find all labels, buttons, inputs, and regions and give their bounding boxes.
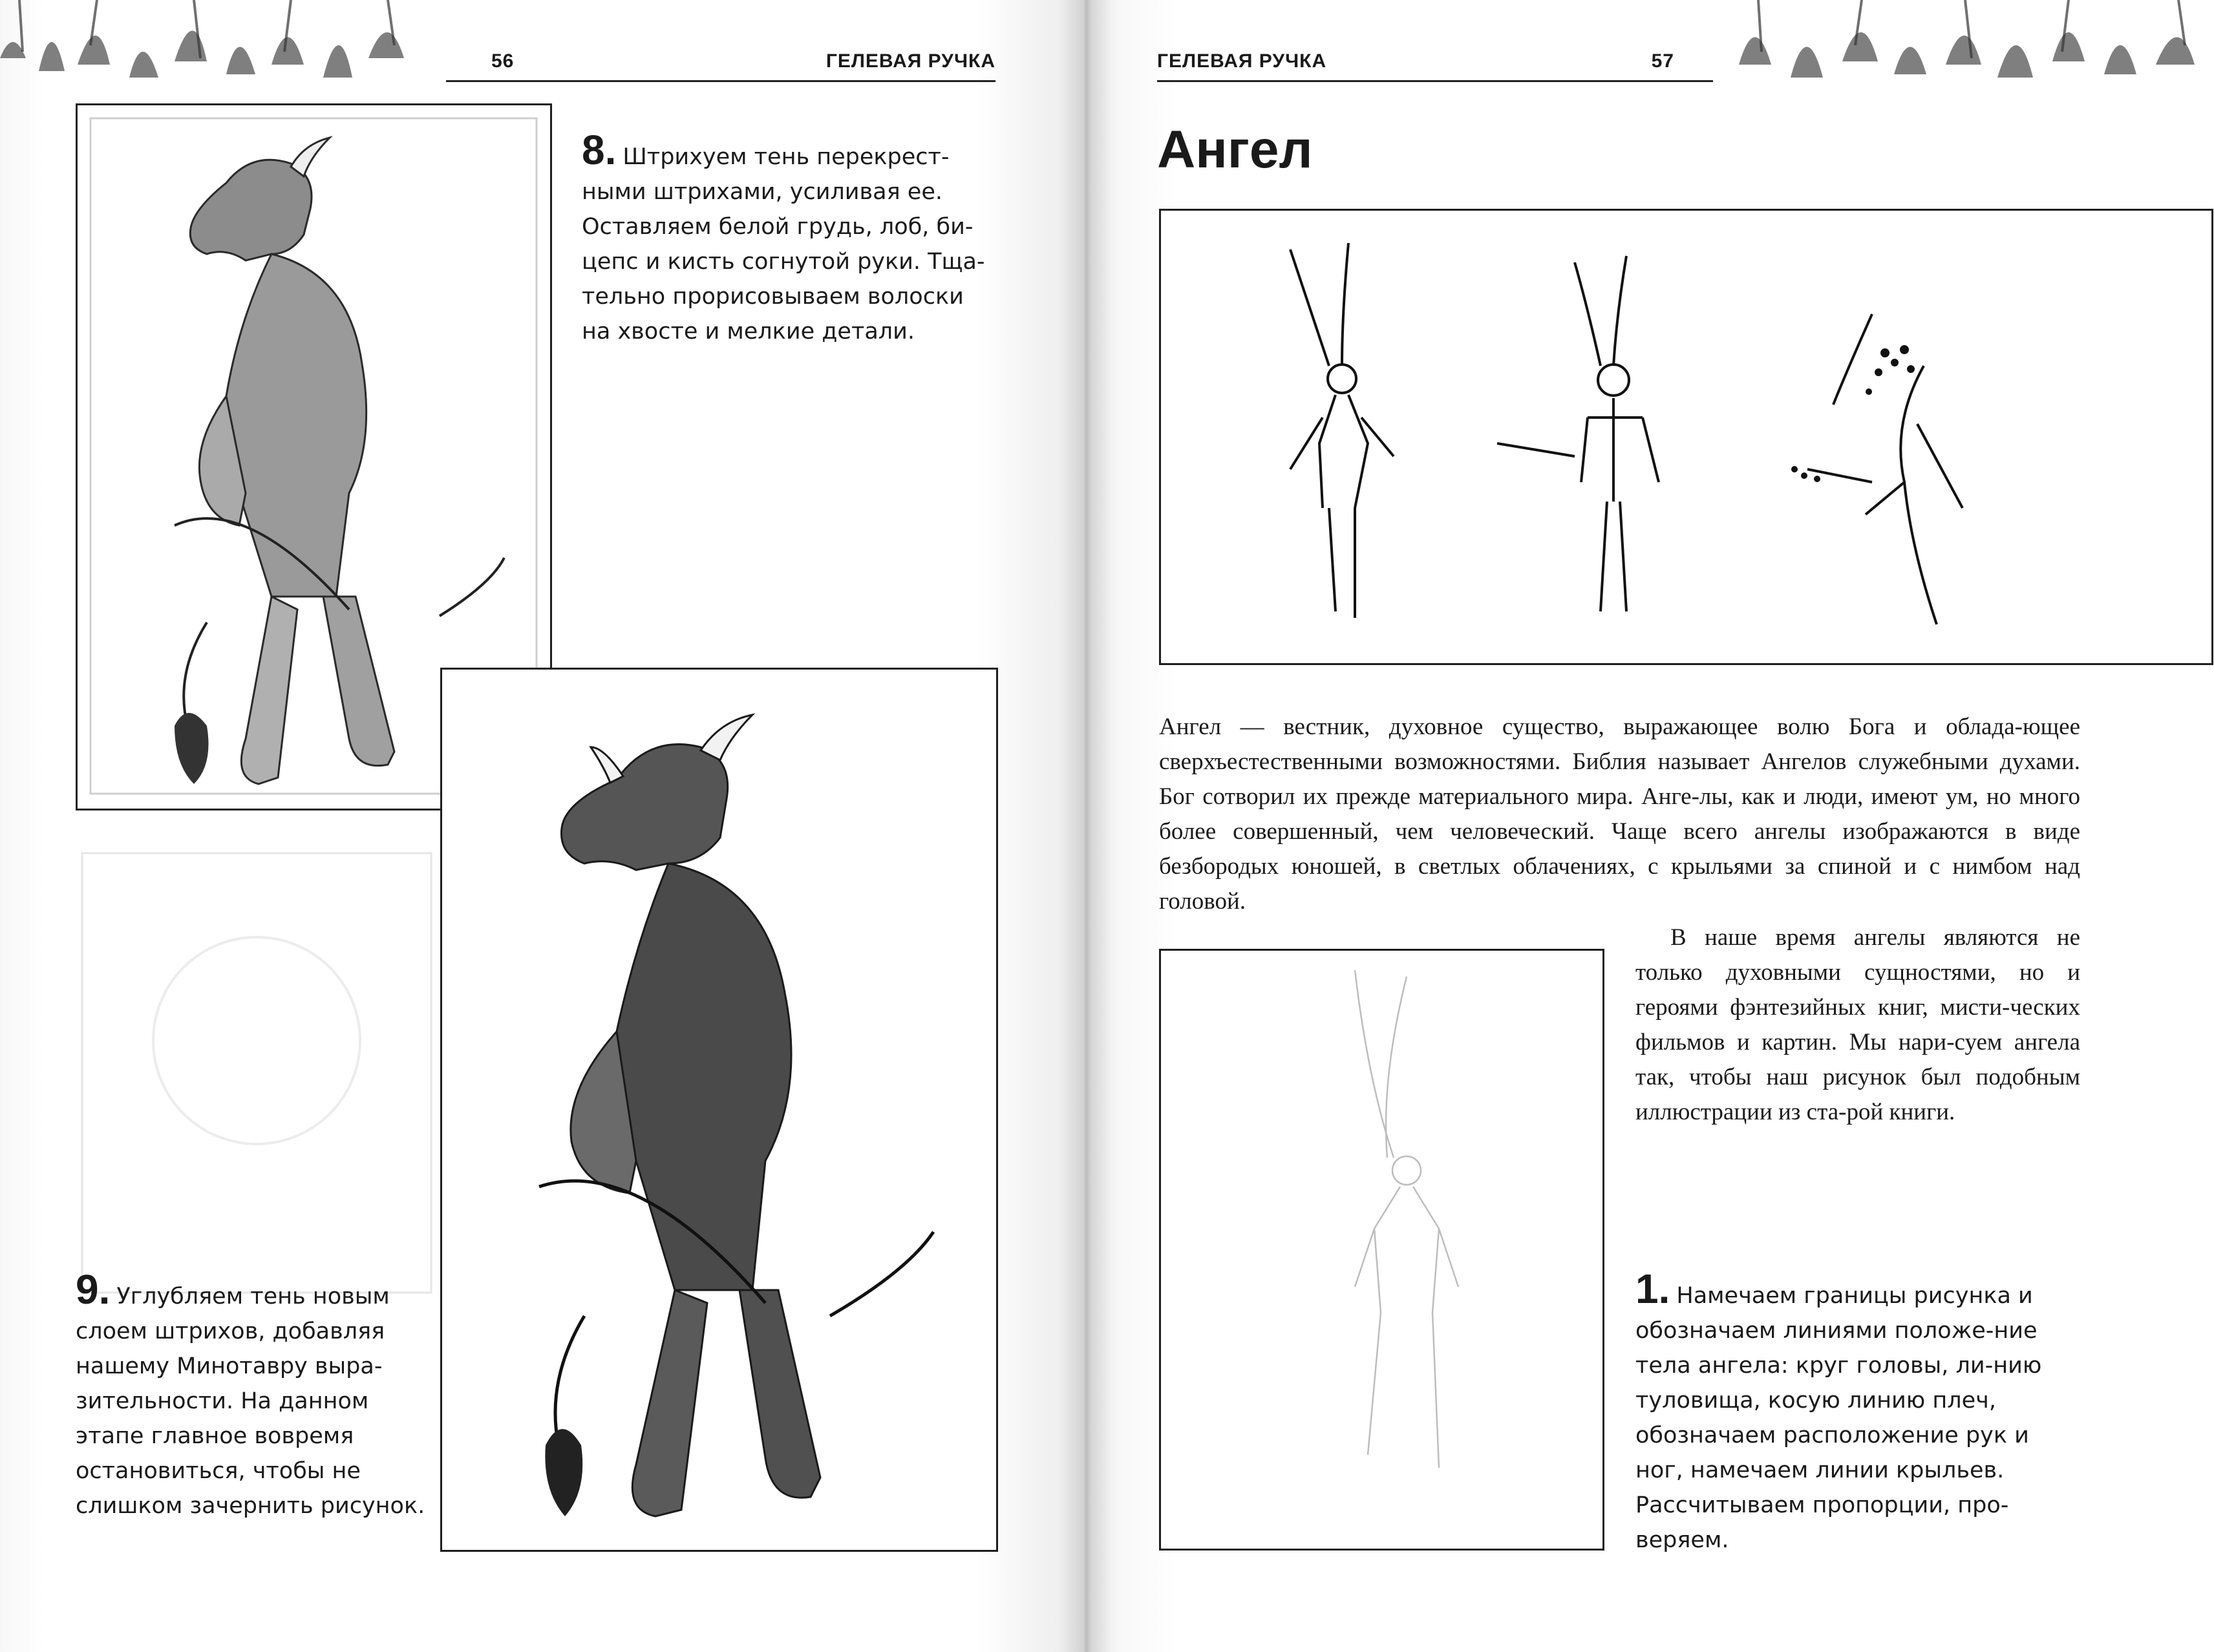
second-paragraph (1635, 920, 2080, 1130)
step-9-number: 9. (76, 1266, 111, 1313)
step-1-text (1635, 1265, 2080, 1558)
running-title: ГЕЛЕВАЯ РУЧКА (825, 50, 995, 72)
intro-paragraph (1159, 710, 2080, 919)
angel-construction-sketches (1159, 209, 2213, 665)
intro-text: Ангел — вестник, духовное существо, выражающее волю Бога и облада-ющее сверхъестественными возможностями. Библия называет Ангелов служебными духами. Бог сотворил их прежде материального мира. Анге-лы, как и люди, имеют ум, но много более совершенный, чем человеческий. Чаще всего ангелы изображаются в виде безбородых юношей, в светлых облачениях, с крыльями за спиной и с нимбом над головой. (1159, 714, 2080, 915)
running-title: ГЕЛЕВАЯ РУЧКА (1157, 50, 1327, 72)
book-gutter (1060, 0, 1112, 1652)
page-title: Ангел (1157, 120, 1313, 179)
step-1-body: Намечаем границы рисунка и обозначаем линиями положе-ние тела ангела: круг головы, ли-нию туловища, косую линию плеч, обозначаем расположение рук и ног, намечаем линии крыльев. Рассчитываем пропорции, про-веряем. (1635, 1283, 2042, 1553)
paper-showthrough (76, 847, 438, 1299)
running-head-right (1157, 47, 1713, 82)
page-number: 57 (1651, 50, 1674, 72)
page-number: 56 (491, 50, 515, 72)
angel-step1-drawing (1159, 949, 1604, 1551)
step-1-number: 1. (1635, 1265, 1670, 1312)
second-text: В наше время ангелы являются не только духовными сущностями, но и героями фэнтезийных книг, мисти-ческих фильмов и картин. Мы нари-суем ангела так, чтобы наш рисунок был подобным иллюстрации из ста-рой книги. (1635, 924, 2080, 1125)
step-8-text (582, 127, 995, 349)
step-8-number: 8. (582, 127, 617, 173)
header-ornament-right (1732, 0, 2214, 84)
running-head-left (446, 47, 995, 82)
header-ornament-left (0, 0, 420, 84)
step-8-body: Штрихуем тень перекрест-ными штрихами, усиливая ее. Оставляем белой грудь, лоб, би-цепс и кисть согнутой руки. Тща-тельно прорисовываем волоски на хвосте и мелкие детали. (582, 144, 985, 344)
step-9-body: Углубляем тень новым слоем штрихов, добавляя нашему Минотавру выра-зительности. На данном этапе главное вовремя остановиться, чтобы не слишком зачернить рисунок. (76, 1284, 425, 1519)
step-9-text (76, 1266, 428, 1523)
minotaur-drawing-step9 (440, 668, 998, 1552)
